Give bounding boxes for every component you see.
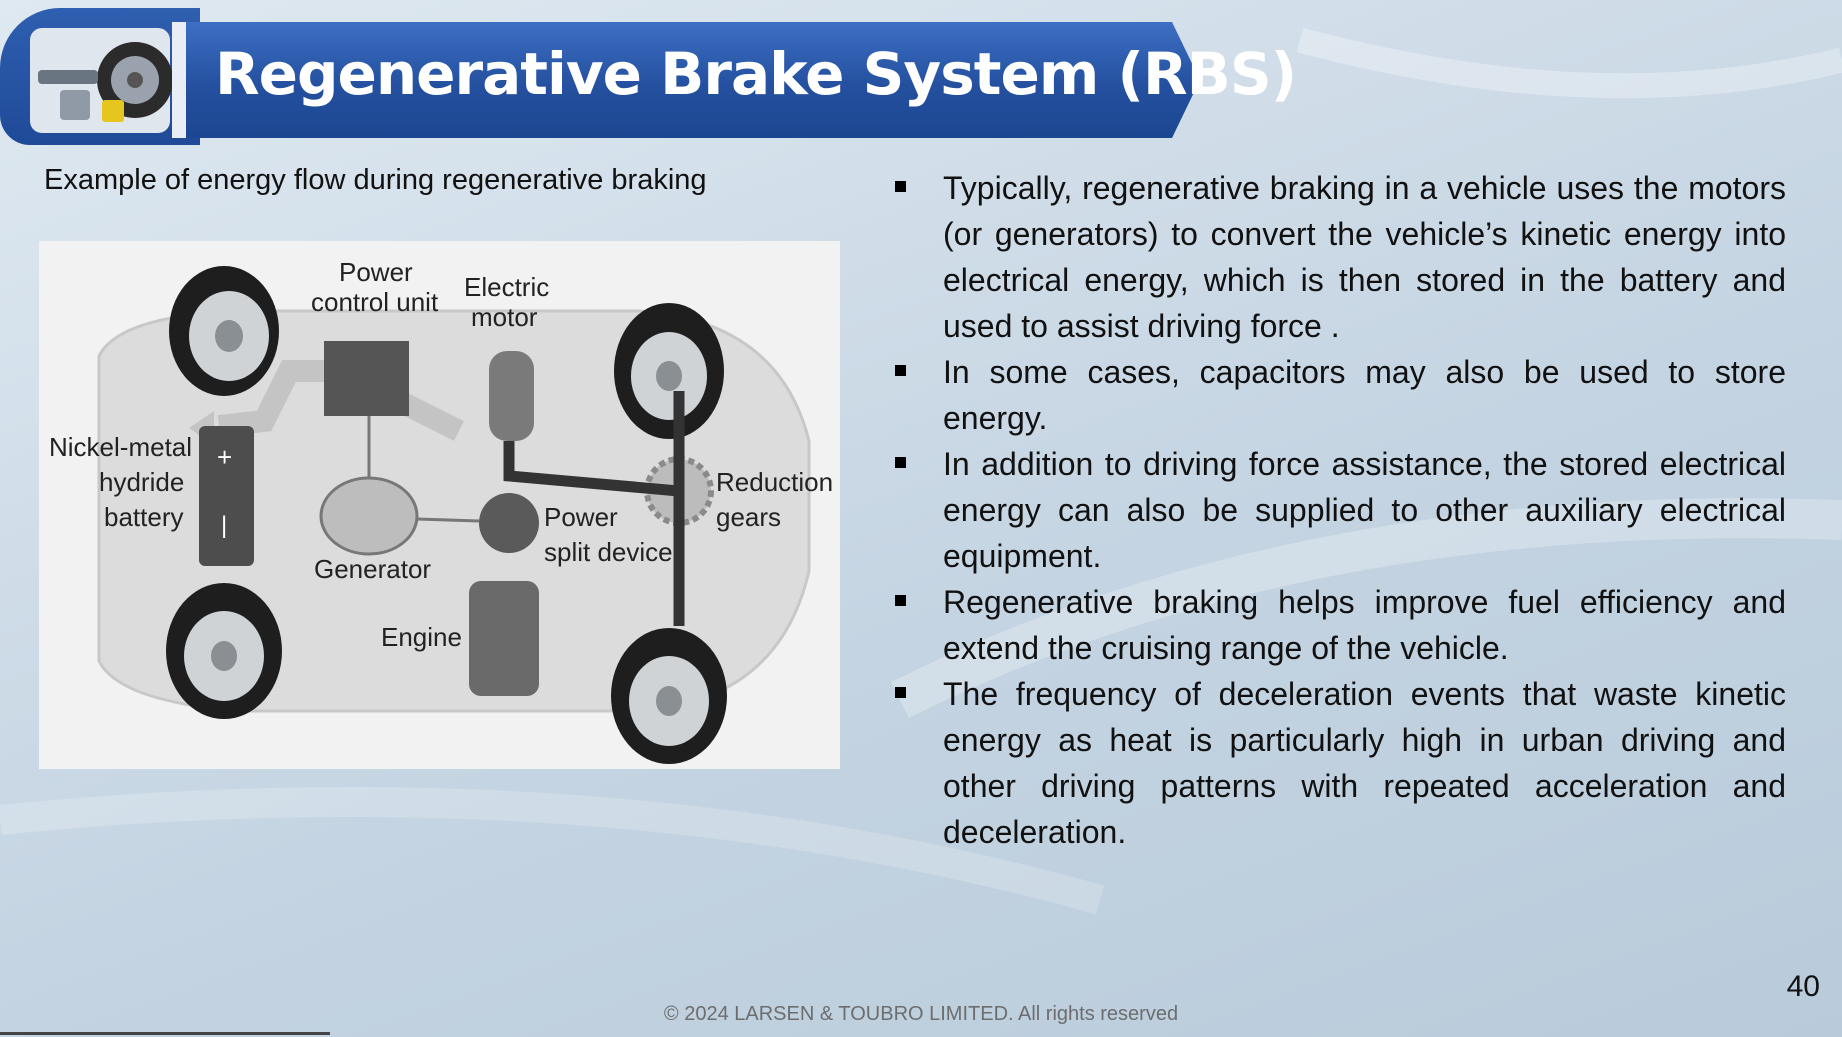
bullet-item: In addition to driving force assistance, the stored electrical energy can also be supplied to other auxiliary electrical equipment. — [890, 441, 1786, 579]
label-reduction-gears-2: gears — [716, 502, 782, 532]
label-power-split-2: split device — [544, 537, 673, 567]
electric-motor-block — [489, 351, 534, 441]
label-plus: + — [217, 442, 233, 472]
diagram-caption: Example of energy flow during regenerative braking — [44, 164, 707, 196]
wheel-front-left — [169, 266, 279, 396]
bottom-divider — [0, 1032, 330, 1035]
generator-block — [321, 478, 417, 554]
energy-flow-diagram — [39, 241, 840, 769]
bullet-item: Regenerative braking helps improve fuel efficiency and extend the cruising range of the vehicle. — [890, 579, 1786, 671]
power-split-device-block — [479, 493, 539, 553]
bullet-item: Typically, regenerative braking in a vehicle uses the motors (or generators) to convert the vehicle’s kinetic energy into electrical energy, which is then stored in the battery and used to assist driving force . — [890, 165, 1786, 349]
label-power-control-unit-2: control unit — [311, 287, 439, 317]
header-icon-box — [0, 8, 200, 145]
label-power-control-unit-1: Power — [339, 257, 413, 287]
wheel-rear-right — [611, 628, 727, 764]
wheel-rear-left — [166, 583, 282, 719]
bullet-item: The frequency of deceleration events that waste kinetic energy as heat is particularly high in urban driving and other driving patterns with repeated acceleration and deceleration. — [890, 671, 1786, 855]
page-title: Regenerative Brake System (RBS) — [215, 40, 1297, 108]
label-reduction-gears-1: Reduction — [716, 467, 834, 497]
label-engine: Engine — [381, 622, 462, 652]
label-generator: Generator — [314, 554, 432, 584]
label-electric-motor-1: Electric — [464, 272, 550, 302]
energy-flow-illustration — [39, 241, 840, 769]
bullet-list — [890, 165, 1786, 855]
copyright-footer: © 2024 LARSEN & TOUBRO LIMITED. All rights reserved — [663, 1003, 1179, 1025]
label-power-split-1: Power — [544, 502, 618, 532]
label-electric-motor-2: motor — [471, 302, 538, 332]
brake-wheel-icon — [0, 8, 200, 145]
label-battery-2: hydride — [99, 467, 185, 497]
wheel-front-right — [614, 303, 724, 439]
label-minus: | — [221, 512, 228, 539]
engine-block — [469, 581, 539, 696]
bullet-item: In some cases, capacitors may also be used to store energy. — [890, 349, 1786, 441]
label-battery-3: battery — [104, 502, 184, 532]
page-number: 40 — [1786, 970, 1820, 1003]
label-battery-1: Nickel-metal — [49, 432, 193, 462]
power-control-unit-block — [324, 341, 409, 416]
